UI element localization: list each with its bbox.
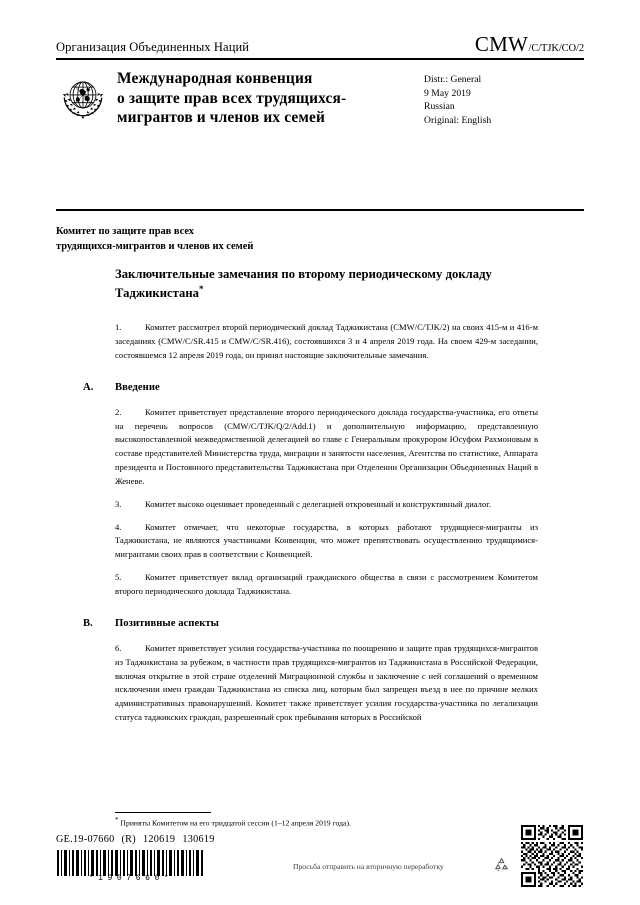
paragraph-5 (115, 571, 538, 599)
document-symbol-main: CMW (474, 32, 528, 56)
organization-row (56, 34, 584, 58)
barcode-digits: *1907660* (88, 874, 174, 883)
un-emblem-icon (57, 71, 109, 123)
paragraph-1 (115, 321, 538, 363)
committee-name (56, 224, 476, 254)
document-symbol-suffix: /C/TJK/CO/2 (528, 43, 584, 54)
distribution-language: Russian (424, 101, 455, 113)
document-title (117, 69, 418, 128)
ge-date-1: 120619 (142, 834, 176, 845)
paragraph-6-text: Комитет приветствует усилия государства-участника по поощрению и защите прав трудящихся-мигрантов из Таджикистана за рубежом, в частности прав трудящихся-мигрантов из Таджикистана в Российской Федерации, включая открытие в этой стране отделений Миграционной службы и заключение с ней соглашений о временном исключении имен граждан Таджикистана из списка лиц, которым был запрещен въезд в нее по причине мелких административных правонарушений. Комитет также приветствует усилия государства-участника по легализации статуса таджикских граждан, разрешенный срок пребывания которых в Российской (115, 642, 538, 723)
paragraph-3 (115, 498, 538, 512)
section-b-letter: B. (83, 617, 93, 629)
section-a-title: Введение (115, 381, 160, 393)
paragraph-4-number: 4. (115, 521, 122, 532)
page-title-footnote-marker: * (199, 284, 204, 294)
masthead-rule (56, 58, 584, 60)
ge-date-2: 130619 (182, 834, 215, 845)
paragraph-4 (115, 521, 538, 563)
section-a-letter: A. (83, 381, 94, 393)
ge-number: GE.19-07660 (56, 834, 115, 845)
paragraph-2-text: Комитет приветствует представление второго периодического доклада государства-участника, его ответы на перечень вопросов (CMW/C/TJK/Q/2/Add.1) и дополнительную информацию, представленную высокопоставленной межведомственной делегацией во главе с Генеральным прокурором Юсуфом Рахмоновым в составе представителей Министерства труда, миграции и занятости населения, Агентства по статистике, Аппарата президента и Постоянного представительства Таджикистана при Отделении Организации Объединенных Наций в Женеве. (115, 406, 538, 486)
section-heading-b (83, 618, 538, 629)
ge-reference (56, 834, 215, 845)
ge-language-code: (R) (121, 834, 136, 845)
document-title-line-1: Международная конвенция (117, 70, 313, 87)
committee-name-line-2: трудящихся-мигрантов и членов их семей (56, 241, 254, 253)
document-symbol (475, 34, 584, 55)
paragraph-1-text: Комитет рассмотрел второй периодический доклад Таджикистана (CMW/C/TJK/2) на своих 415-м и 416-м заседаниях (CMW/C/SR.415 и CMW/C/SR.416), состоявшихся 3 и 4 апреля 2019 года. На своем 429-м заседании, состоявшемся 12 апреля 2019 года, он принял настоящие заключительные замечания. (115, 322, 538, 360)
recycle-icon (492, 856, 511, 875)
section-heading-a (83, 382, 538, 393)
distribution-type: Distr.: General (424, 74, 482, 85)
organization-name: Организация Объединенных Наций (56, 40, 250, 54)
paragraph-6-number: 6. (115, 642, 122, 653)
qr-code (521, 825, 583, 887)
paragraph-2 (115, 406, 538, 489)
footnote-separator (115, 812, 211, 813)
section-b-title: Позитивные аспекты (115, 617, 219, 629)
distribution-original: Original: English (424, 114, 492, 126)
title-row (56, 69, 584, 128)
page-title-text: Заключительные замечания по второму периодическому докладу Таджикистана (115, 267, 492, 301)
masthead (56, 34, 584, 128)
document-title-line-3: мигрантов и членов их семей (117, 109, 325, 127)
distribution-block (424, 73, 584, 127)
document-title-line-2: о защите прав всех трудящихся- (117, 89, 347, 107)
paragraph-2-number: 2. (115, 406, 122, 417)
paragraph-3-text: Комитет высоко оценивает проведенный с делегацией откровенный и конструктивный диалог. (145, 498, 491, 509)
distribution-date: 9 May 2019 (424, 87, 471, 99)
document-body (56, 266, 584, 725)
footnote-text: Приняты Комитетом на его тридцатой сессии (1–12 апреля 2019 года). (120, 818, 351, 828)
paragraph-1-number: 1. (115, 322, 122, 333)
paragraph-6 (115, 642, 538, 725)
paragraph-5-number: 5. (115, 572, 122, 583)
committee-name-line-1: Комитет по защите прав всех (56, 226, 194, 237)
section-separator-rule (56, 209, 584, 211)
recycle-note: Просьба отправить на вторичную переработку (293, 862, 444, 871)
footnote-marker: * (115, 816, 119, 824)
paragraph-5-text: Комитет приветствует вклад организаций гражданского общества в связи с рассмотрением Комитетом второго периодического доклада Таджикистана. (115, 572, 538, 596)
barcode (56, 850, 206, 876)
page-title (115, 266, 538, 302)
paragraph-3-number: 3. (115, 498, 122, 509)
footnote (115, 816, 535, 829)
paragraph-4-text: Комитет отмечает, что некоторые государства, в которых работают трудящиеся-мигранты из Таджикистана, не являются участниками Конвенции, что может препятствовать осуществлению трудящимися-мигрантами своих прав в соответствии с Конвенцией. (115, 521, 538, 560)
